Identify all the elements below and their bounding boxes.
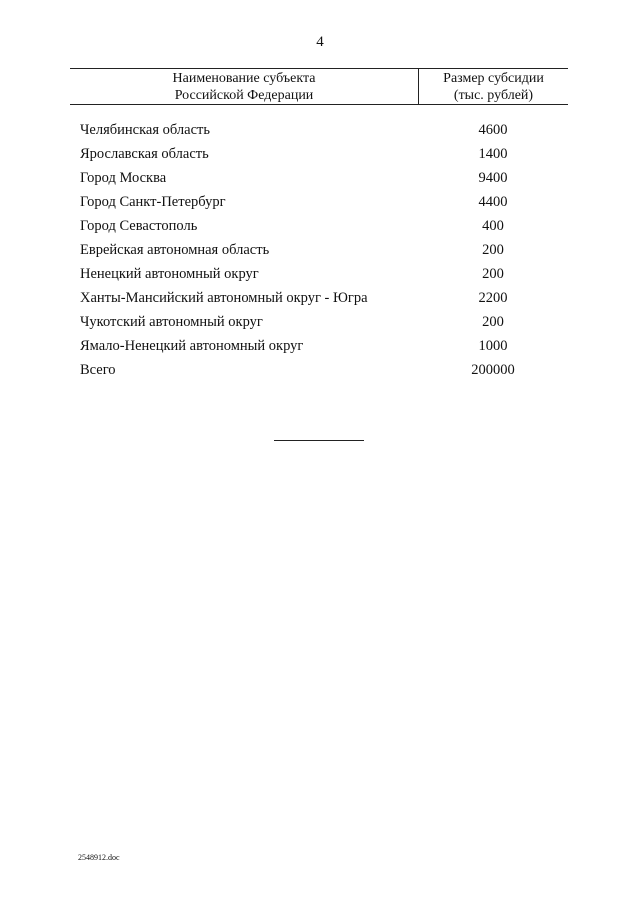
header-region-line1: Наименование субъекта bbox=[172, 71, 316, 86]
header-subsidy-line1: Размер субсидии bbox=[443, 71, 544, 86]
table-row bbox=[80, 217, 568, 241]
subsidy-value: 4400 bbox=[478, 194, 508, 210]
table-row bbox=[80, 193, 568, 217]
total-label: Всего bbox=[80, 362, 116, 378]
table-row bbox=[80, 289, 568, 313]
region-name: Ненецкий автономный округ bbox=[80, 266, 259, 282]
header-subsidy-column bbox=[419, 70, 568, 104]
header-region-line2: Российской Федерации bbox=[174, 88, 314, 103]
region-name: Еврейская автономная область bbox=[80, 242, 270, 258]
subsidy-value: 400 bbox=[482, 218, 504, 234]
table-header bbox=[70, 68, 568, 105]
table-row bbox=[80, 121, 568, 145]
region-name: Ямало-Ненецкий автономный округ bbox=[80, 338, 304, 354]
subsidy-value: 200 bbox=[482, 242, 504, 258]
table-body bbox=[80, 121, 568, 385]
region-name: Ханты-Мансийский автономный округ - Югра bbox=[80, 290, 368, 306]
footer-file-name: 2548912.doc bbox=[78, 853, 120, 862]
subsidy-value: 200 bbox=[482, 314, 504, 330]
subsidy-value: 2200 bbox=[478, 290, 508, 306]
region-name: Челябинская область bbox=[80, 122, 210, 138]
header-subsidy-line2: (тыс. рублей) bbox=[453, 88, 534, 103]
header-region-column bbox=[70, 70, 418, 104]
page-number: 4 bbox=[316, 34, 324, 50]
table-row bbox=[80, 265, 568, 289]
region-name: Город Санкт-Петербург bbox=[80, 194, 226, 210]
region-name: Ярославская область bbox=[80, 146, 209, 162]
subsidy-value: 4600 bbox=[478, 122, 508, 138]
table-row bbox=[80, 169, 568, 193]
total-value: 200000 bbox=[471, 362, 515, 378]
table-row bbox=[80, 337, 568, 361]
table-row bbox=[80, 313, 568, 337]
region-name: Город Москва bbox=[80, 170, 167, 186]
total-row bbox=[80, 361, 568, 385]
subsidy-value: 9400 bbox=[478, 170, 508, 186]
subsidy-value: 1400 bbox=[478, 146, 508, 162]
subsidy-value: 1000 bbox=[478, 338, 508, 354]
table-row bbox=[80, 145, 568, 169]
table-row bbox=[80, 241, 568, 265]
region-name: Чукотский автономный округ bbox=[80, 314, 263, 330]
end-of-document-rule bbox=[274, 440, 364, 441]
subsidy-value: 200 bbox=[482, 266, 504, 282]
region-name: Город Севастополь bbox=[80, 218, 198, 234]
